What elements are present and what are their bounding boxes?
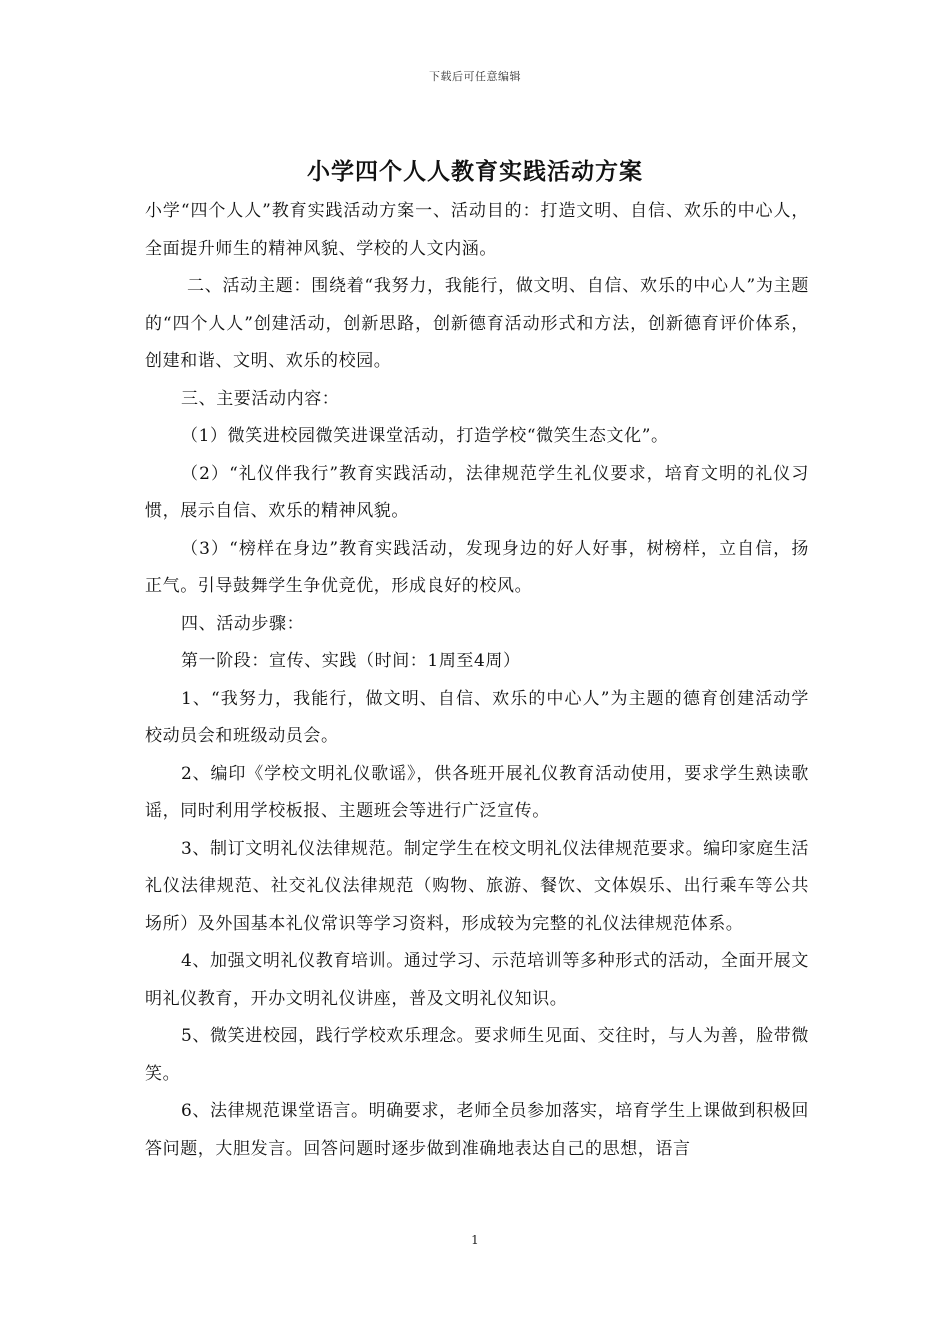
paragraph-content-2: （2）“礼仪伴我行”教育实践活动，法律规范学生礼仪要求，培育文明的礼仪习惯，展示自信、欢乐的精神风貌。 — [145, 463, 809, 521]
page-number: 1 — [471, 1233, 479, 1247]
paragraph-step-5: 5、微笑进校园，践行学校欢乐理念。要求师生见面、交往时，与人为善，脸带微笑。 — [145, 1026, 809, 1084]
header-note: 下载后可任意编辑 — [429, 70, 521, 83]
paragraph-phase-1: 第一阶段：宣传、实践（时间：1周至4周） — [181, 651, 521, 671]
document-title: 小学四个人人教育实践活动方案 — [307, 159, 643, 185]
paragraph-step-6: 6、法律规范课堂语言。明确要求，老师全员参加落实，培育学生上课做到积极回答问题，大胆发言。回答问题时逐步做到准确地表达自己的思想，语言 — [145, 1101, 809, 1159]
paragraph-step-3: 3、制订文明礼仪法律规范。制定学生在校文明礼仪法律规范要求。编印家庭生活礼仪法律规范、社交礼仪法律规范（购物、旅游、餐饮、文体娱乐、出行乘车等公共场所）及外国基本礼仪常识等学习资料，形成较为完整的礼仪法律规范体系。 — [145, 838, 809, 934]
paragraph-theme: 二、活动主题：围绕着“我努力，我能行，做文明、自信、欢乐的中心人”为主题的“四个人人”创建活动，创新思路，创新德育活动形式和方法，创新德育评价体系，创建和谐、文明、欢乐的校园。 — [145, 276, 809, 371]
paragraph-content-1: （1）微笑进校园微笑进课堂活动，打造学校“微笑生态文化”。 — [181, 426, 669, 446]
paragraph-content-heading: 三、主要活动内容： — [181, 388, 340, 409]
paragraph-step-2: 2、编印《学校文明礼仪歌谣》，供各班开展礼仪教育活动使用，要求学生熟读歌谣，同时利用学校板报、主题班会等进行广泛宣传。 — [145, 763, 809, 821]
paragraph-step-4: 4、加强文明礼仪教育培训。通过学习、示范培训等多种形式的活动，全面开展文明礼仪教育，开办文明礼仪讲座，普及文明礼仪知识。 — [145, 951, 809, 1009]
paragraph-steps-heading: 四、活动步骤： — [181, 613, 305, 634]
paragraph-content-3: （3）“榜样在身边”教育实践活动，发现身边的好人好事，树榜样，立自信，扬正气。引导鼓舞学生争优竞优，形成良好的校风。 — [145, 538, 809, 596]
paragraph-step-1: 1、“我努力，我能行，做文明、自信、欢乐的中心人”为主题的德育创建活动学校动员会和班级动员会。 — [145, 688, 809, 746]
document-body — [145, 193, 809, 1168]
paragraph-intro: 小学“四个人人”教育实践活动方案一、活动目的：打造文明、自信、欢乐的中心人，全面提升师生的精神风貌、学校的人文内涵。 — [145, 201, 809, 259]
